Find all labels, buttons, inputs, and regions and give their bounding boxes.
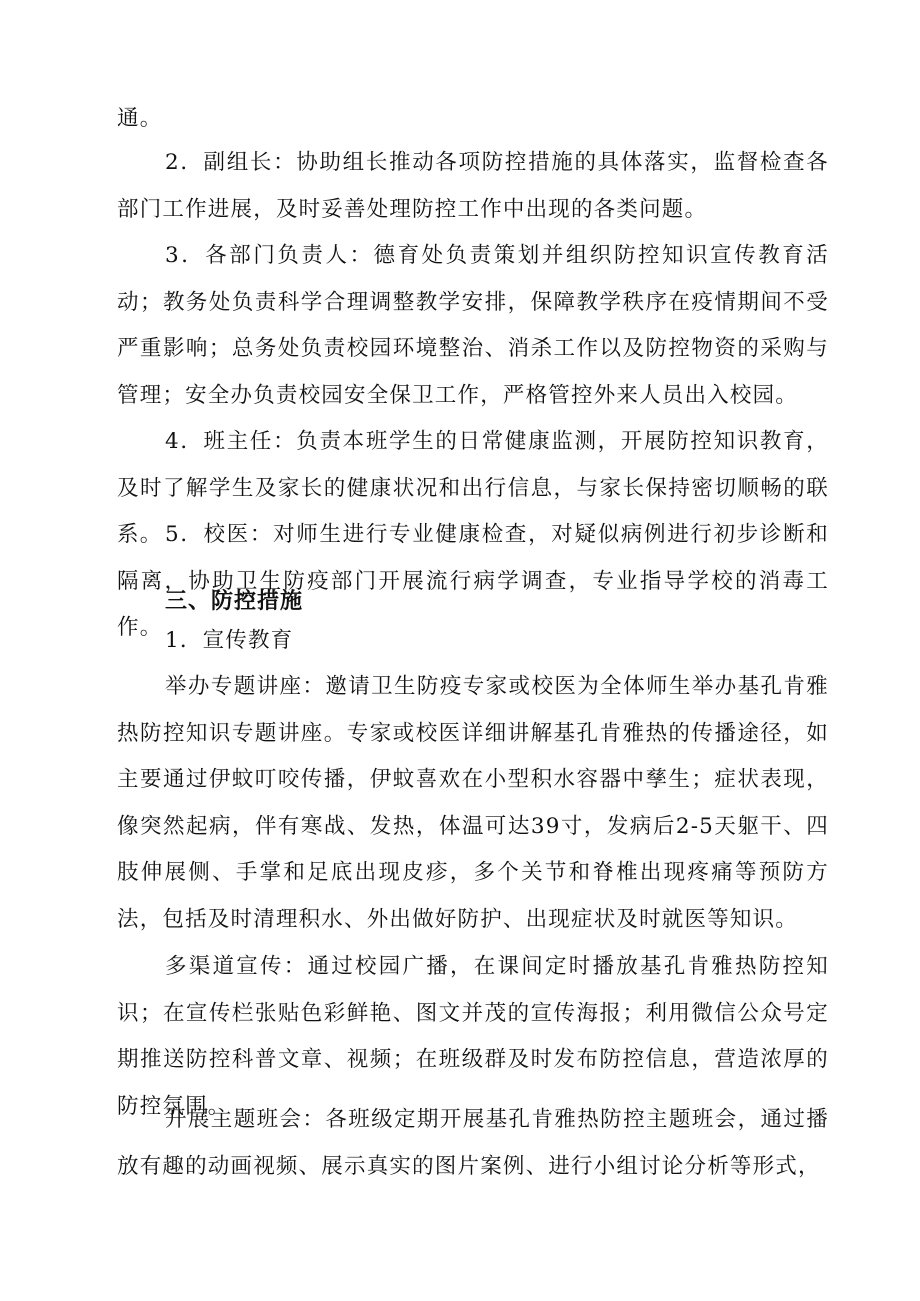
paragraph-class-meeting: 开展主题班会：各班级定期开展基孔肯雅热防控主题班会，通过播放有趣的动画视频、展示真实的图片案例、进行小组讨论分析等形式， (117, 1107, 829, 1179)
paragraph-department-heads: 3．各部门负责人：德育处负责策划并组织防控知识宣传教育活动；教务处负责科学合理调整教学安排，保障教学秩序在疫情期间不受严重影响；总务处负责校园环境整治、消杀工作以及防控物资的采购与管理；安全办负责校园安全保卫工作，严格管控外来人员出入校园。 (117, 243, 829, 408)
section-heading: 三、防控措施 (165, 589, 304, 614)
paragraph-multichannel: 多渠道宣传：通过校园广播，在课间定时播放基孔肯雅热防控知识；在宣传栏张贴色彩鲜艳、图文并茂的宣传海报；利用微信公众号定期推送防控科普文章、视频；在班级群及时发布防控信息，营造浓厚的防控氛围。 (117, 954, 829, 1119)
paragraph-lecture: 举办专题讲座：邀请卫生防疫专家或校医为全体师生举办基孔肯雅热防控知识专题讲座。专家或校医详细讲解基孔肯雅热的传播途径，如主要通过伊蚊叮咬传播，伊蚊喜欢在小型积水容器中孳生；症状表现，像突然起病，伴有寒战、发热，体温可达39寸，发病后2-5天躯干、四肢伸展侧、手掌和足底出现皮疹，多个关节和脊椎出现疼痛等预防方法，包括及时清理积水、外出做好防护、出现症状及时就医等知识。 (117, 674, 829, 932)
paragraph-school-doctor: 5．校医：对师生进行专业健康检查，对疑似病例进行初步诊断和隔离，协助卫生防疫部门开展流行病学调查，专业指导学校的消毒工作。 (117, 522, 829, 640)
subsection-heading: 1．宣传教育 (165, 628, 294, 653)
paragraph-deputy-leader: 2．副组长：协助组长推动各项防控措施的具体落实，监督检查各部门工作进展，及时妥善处理防控工作中出现的各类问题。 (117, 150, 829, 222)
paragraph-class-teacher: 4．班主任：负责本班学生的日常健康监测，开展防控知识教育，及时了解学生及家长的健康状况和出行信息，与家长保持密切顺畅的联系。 (117, 429, 829, 547)
paragraph-continuation: 通。 (117, 106, 163, 131)
